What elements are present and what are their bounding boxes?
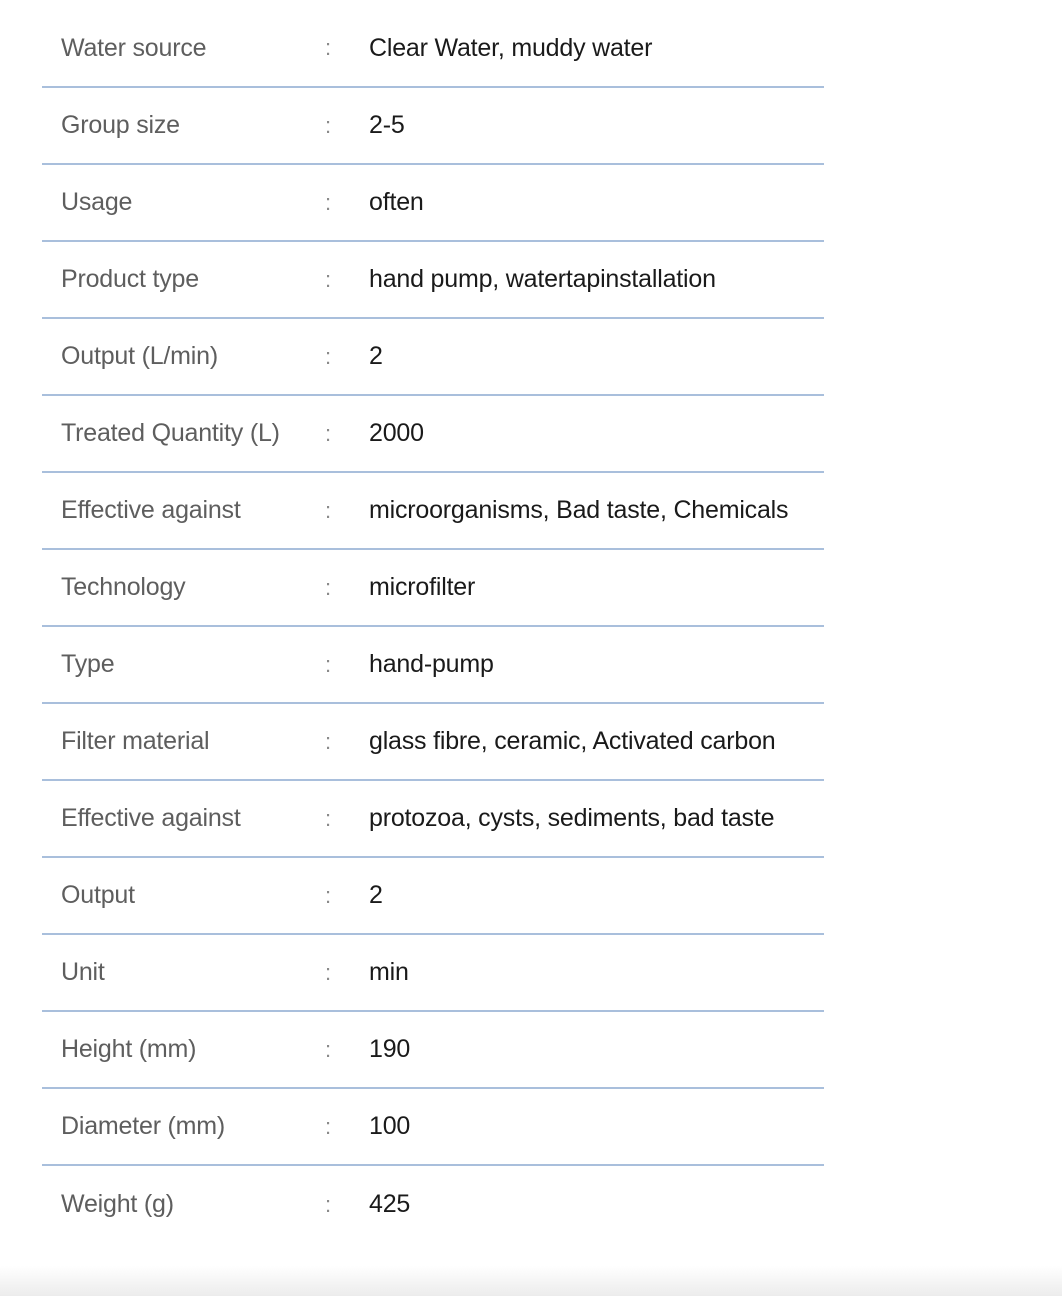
spec-row-weight bbox=[42, 1166, 824, 1243]
spec-value: 100 bbox=[369, 1112, 411, 1140]
spec-separator: : bbox=[325, 882, 332, 908]
spec-label: Water source bbox=[61, 33, 207, 62]
spec-row-output bbox=[42, 858, 824, 935]
spec-value: protozoa, cysts, sediments, bad taste bbox=[369, 804, 775, 832]
spec-separator: : bbox=[325, 189, 332, 215]
spec-row-diameter bbox=[42, 1089, 824, 1166]
spec-label: Diameter (mm) bbox=[61, 1112, 226, 1140]
spec-label: Effective against bbox=[61, 804, 241, 832]
spec-table bbox=[42, 10, 824, 1243]
bottom-shade bbox=[0, 1266, 1062, 1296]
spec-label: Output (L/min) bbox=[61, 342, 218, 370]
spec-separator: : bbox=[325, 1113, 332, 1139]
spec-row-technology bbox=[42, 550, 824, 627]
spec-value: 425 bbox=[369, 1190, 411, 1218]
spec-row-effective-against-2 bbox=[42, 781, 824, 858]
spec-label: Unit bbox=[61, 958, 105, 986]
spec-separator: : bbox=[325, 959, 332, 985]
spec-label: Technology bbox=[61, 573, 186, 601]
spec-row-filter-material bbox=[42, 704, 824, 781]
spec-row-type bbox=[42, 627, 824, 704]
spec-label: Group size bbox=[61, 111, 180, 139]
spec-separator: : bbox=[325, 651, 332, 677]
spec-separator: : bbox=[325, 574, 332, 600]
spec-row-usage bbox=[42, 165, 824, 242]
spec-separator: : bbox=[325, 497, 332, 523]
spec-separator: : bbox=[325, 1191, 332, 1217]
spec-value: microorganisms, Bad taste, Chemicals bbox=[369, 496, 789, 524]
spec-value: 2-5 bbox=[369, 111, 405, 139]
spec-label: Type bbox=[61, 650, 115, 678]
spec-label: Product type bbox=[61, 265, 199, 293]
spec-row-water-source bbox=[42, 10, 824, 88]
spec-row-output-l-min bbox=[42, 319, 824, 396]
spec-separator: : bbox=[325, 112, 332, 138]
spec-row-unit bbox=[42, 935, 824, 1012]
spec-label: Usage bbox=[61, 188, 133, 216]
spec-row-treated-quantity bbox=[42, 396, 824, 473]
spec-value: hand-pump bbox=[369, 650, 494, 678]
spec-row-height bbox=[42, 1012, 824, 1089]
spec-row-product-type bbox=[42, 242, 824, 319]
spec-separator: : bbox=[325, 35, 332, 60]
spec-value: glass fibre, ceramic, Activated carbon bbox=[369, 727, 776, 755]
spec-value: microfilter bbox=[369, 573, 476, 601]
spec-separator: : bbox=[325, 343, 332, 369]
spec-label: Height (mm) bbox=[61, 1035, 197, 1063]
spec-value: 190 bbox=[369, 1035, 411, 1063]
spec-value: 2 bbox=[369, 881, 383, 909]
spec-row-effective-against bbox=[42, 473, 824, 550]
spec-value: often bbox=[369, 188, 424, 216]
spec-label: Filter material bbox=[61, 727, 210, 755]
spec-value: Clear Water, muddy water bbox=[369, 33, 653, 62]
spec-label: Treated Quantity (L) bbox=[61, 419, 280, 447]
spec-value: hand pump, watertapinstallation bbox=[369, 265, 716, 293]
spec-row-group-size bbox=[42, 88, 824, 165]
spec-value: 2000 bbox=[369, 419, 424, 447]
spec-separator: : bbox=[325, 728, 332, 754]
spec-separator: : bbox=[325, 805, 332, 831]
spec-value: min bbox=[369, 958, 409, 986]
spec-separator: : bbox=[325, 266, 332, 292]
spec-separator: : bbox=[325, 420, 332, 446]
spec-value: 2 bbox=[369, 342, 383, 370]
spec-label: Weight (g) bbox=[61, 1190, 174, 1218]
spec-label: Output bbox=[61, 881, 135, 909]
spec-separator: : bbox=[325, 1036, 332, 1062]
spec-label: Effective against bbox=[61, 496, 241, 524]
